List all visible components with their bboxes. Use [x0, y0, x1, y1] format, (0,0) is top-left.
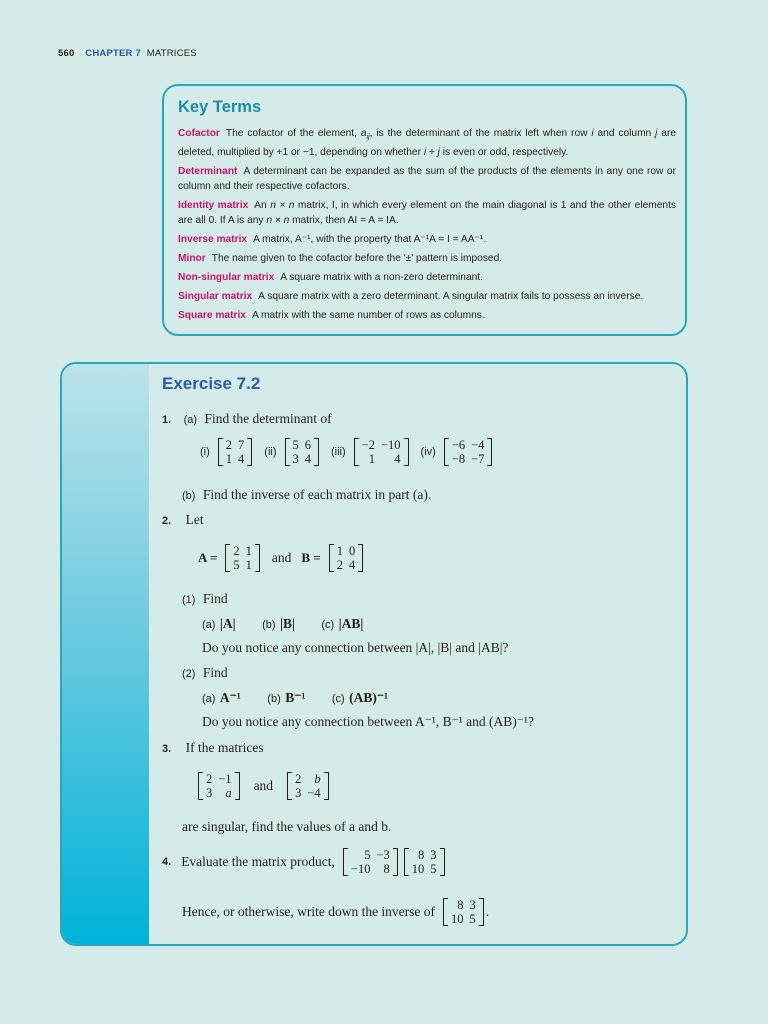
matrix-cell: −10: [380, 438, 401, 452]
question-text: If the matrices: [185, 740, 264, 755]
matrix-cell: 0: [348, 544, 356, 558]
matrix-cell: −7: [471, 452, 485, 466]
matrix-cell: 5: [364, 848, 371, 862]
matrix-q1-1: [218, 438, 253, 466]
key-term-cofactor: [178, 126, 676, 160]
part-label: (a): [183, 414, 198, 426]
bracket-right: [314, 438, 319, 466]
matrix-cell: 4: [304, 452, 311, 466]
term-def-var: n × n: [270, 200, 295, 212]
bracket-right: [393, 848, 398, 876]
question-2: [162, 511, 204, 529]
key-terms-box: [162, 84, 687, 336]
question-number: 1.: [162, 414, 172, 426]
matrix-label: (iv): [420, 446, 436, 458]
key-term-singular: [178, 289, 676, 304]
question-1b: [182, 486, 431, 504]
matrix-cell: −4: [307, 786, 321, 800]
bracket-right: [358, 544, 363, 572]
matrix-cell: 7: [238, 438, 245, 452]
part-label: (2): [182, 668, 196, 680]
term-def: A square matrix with a zero determinant. A singular matrix fails to possess an inverse.: [258, 291, 644, 303]
matrix-cell: 3: [469, 898, 476, 912]
term-def: matrix, I, in which every element on the main diagonal is 1 and the other elements are all 0. If A is any: [178, 200, 676, 227]
key-term-identity: [178, 198, 676, 228]
matrix-cell: 10: [451, 912, 464, 926]
and-text: and: [253, 778, 274, 793]
term-label: Identity matrix: [178, 200, 249, 212]
term-label: Determinant: [178, 166, 238, 178]
matrix-q1-4: [444, 438, 493, 466]
sub-label: (b): [267, 693, 281, 705]
matrix-cell: a: [225, 786, 232, 800]
matrix-q1-3: [354, 438, 409, 466]
term-def: A square matrix with a non-zero determinant.: [280, 272, 483, 284]
matrix-cell: 1: [336, 544, 343, 558]
sub-label: (b): [262, 619, 276, 631]
matrix-body: [223, 438, 248, 466]
question-text: Do you notice any connection between A⁻¹, B⁻¹ and (AB)⁻¹?: [202, 714, 534, 729]
matrix-cell: 2: [225, 438, 233, 452]
matrix-label: (ii): [264, 446, 277, 458]
matrix-cell: 10: [411, 862, 425, 876]
matrix-cell: 1: [245, 544, 252, 558]
matrix-cell: 5: [469, 912, 476, 926]
key-term-nonsingular: [178, 270, 676, 285]
matrix-B-label: B =: [301, 550, 321, 565]
term-def: and column: [593, 128, 656, 139]
matrix-q4-2: [404, 848, 445, 876]
matrix-cell: 5: [292, 438, 299, 452]
matrix-cell: 2: [206, 772, 213, 786]
matrix-body: [292, 772, 324, 800]
question-4-hence: [182, 898, 489, 926]
matrix-body: [230, 544, 255, 572]
matrix-body: [290, 438, 315, 466]
matrix-A-label: A =: [198, 550, 218, 565]
question-text: are singular, find the values of a and b.: [182, 819, 392, 834]
matrix-cell: −6: [451, 438, 466, 452]
term-def: matrix, then AI = A = IA.: [289, 215, 399, 227]
matrix-cell: 4: [394, 452, 401, 466]
term-def: An: [254, 200, 271, 212]
q3-matrices: [196, 772, 331, 800]
matrix-cell: 3: [206, 786, 213, 800]
question-text: Find: [202, 665, 228, 680]
matrix-cell: 8: [457, 898, 464, 912]
q2-part1-items: [202, 615, 363, 633]
matrix-cell: 4: [238, 452, 245, 466]
matrix-cell: 2: [233, 544, 240, 558]
expr: |AB|: [338, 616, 364, 631]
matrix-cell: 1: [368, 452, 375, 466]
matrix-cell: 3: [292, 452, 299, 466]
running-head: [58, 48, 197, 59]
expr: B⁻¹: [285, 690, 306, 705]
term-label: Singular matrix: [178, 291, 253, 303]
question-1: [162, 410, 332, 428]
question-number: 4.: [162, 856, 172, 868]
matrix-cell: 1: [245, 558, 252, 572]
key-term-determinant: [178, 164, 676, 194]
matrix-cell: 6: [304, 438, 311, 452]
matrix-cell: −2: [361, 438, 375, 452]
part-label: (b): [182, 490, 196, 502]
term-def: A matrix with the same number of rows as columns.: [251, 310, 485, 322]
term-label: Minor: [178, 253, 206, 265]
expr: A⁻¹: [219, 690, 241, 705]
matrix-cell: 5: [430, 862, 437, 876]
term-def-sub: ij: [366, 134, 370, 142]
term-def: The cofactor of the element,: [225, 128, 361, 139]
sub-label: (a): [202, 619, 216, 631]
term-def: A determinant can be expanded as the sum of the products of the elements in any one row or column and their respective cofactors.: [178, 166, 676, 193]
question-text: Let: [185, 512, 204, 527]
matrix-cell: 8: [383, 862, 390, 876]
term-def: is even or odd, respectively.: [439, 147, 569, 159]
q2-part2: [182, 664, 228, 682]
term-label: Square matrix: [178, 310, 246, 322]
term-def-var: j: [655, 128, 658, 139]
bracket-right: [324, 772, 329, 800]
expr: |A|: [219, 616, 236, 631]
question-text: Find: [202, 591, 228, 606]
matrix-q4-1: [343, 848, 398, 876]
bracket-right: [487, 438, 492, 466]
matrix-cell: 3: [295, 786, 302, 800]
matrix-B: [329, 544, 364, 572]
term-def-var: n × n: [266, 215, 290, 227]
exercise-side-strip: [62, 364, 149, 944]
matrix-label: (i): [200, 446, 210, 458]
chapter-label: CHAPTER 7: [85, 48, 141, 59]
matrix-q3-1: [198, 772, 240, 800]
bracket-right: [479, 898, 484, 926]
question-4: [162, 848, 447, 876]
term-def-var: a: [360, 128, 367, 139]
matrix-cell: −10: [350, 862, 371, 876]
and-text: and: [271, 550, 292, 565]
question-number: 2.: [162, 515, 172, 527]
bracket-right: [247, 438, 252, 466]
key-term-minor: [178, 251, 676, 266]
bracket-right: [255, 544, 260, 572]
question-text: Evaluate the matrix product,: [181, 854, 335, 869]
question-text: Do you notice any connection between |A|, |B| and |AB|?: [202, 640, 509, 655]
matrix-body: [334, 544, 359, 572]
sub-label: (c): [321, 619, 335, 631]
key-term-inverse: [178, 232, 676, 247]
matrix-cell: −1: [218, 772, 232, 786]
expr: (AB)⁻¹: [349, 690, 389, 705]
q2-part1: [182, 590, 228, 608]
matrix-cell: −8: [451, 452, 466, 466]
term-def-var: i + j: [423, 147, 440, 159]
question-3: [162, 739, 264, 757]
term-label: Inverse matrix: [178, 234, 248, 246]
q2-matrices: [198, 544, 365, 572]
q1-matrices: [200, 438, 494, 466]
term-def-var: i: [591, 128, 594, 139]
matrix-cell: 2: [336, 558, 343, 572]
bracket-right: [440, 848, 445, 876]
expr: |B|: [279, 616, 295, 631]
matrix-cell: 2: [295, 772, 302, 786]
page-number: 560: [58, 48, 75, 59]
matrix-A: [225, 544, 260, 572]
matrix-q1-2: [285, 438, 320, 466]
matrix-cell: 3: [430, 848, 437, 862]
term-label: Non-singular matrix: [178, 272, 275, 284]
matrix-body: [449, 438, 488, 466]
term-def: , is the determinant of the matrix left when row: [369, 128, 592, 139]
bracket-right: [404, 438, 409, 466]
section-label: MATRICES: [146, 48, 197, 59]
q2-part2-items: [202, 689, 388, 707]
term-label: Cofactor: [178, 128, 220, 139]
term-def: The name given to the cofactor before the '±' pattern is imposed.: [211, 253, 503, 265]
key-terms-list: [178, 126, 676, 327]
sub-label: (a): [202, 693, 216, 705]
term-def: A matrix, A⁻¹, with the property that A⁻¹A = I = AA⁻¹.: [253, 234, 487, 246]
matrix-body: [409, 848, 440, 876]
matrix-cell: 5: [233, 558, 240, 572]
exercise-box: [60, 362, 688, 946]
matrix-cell: −3: [376, 848, 390, 862]
question-text: Find the inverse of each matrix in part (a).: [202, 487, 432, 502]
matrix-body: [359, 438, 404, 466]
question-number: 3.: [162, 743, 172, 755]
matrix-q3-2: [287, 772, 329, 800]
matrix-body: [448, 898, 479, 926]
period: .: [485, 904, 490, 919]
question-text: Find the determinant of: [204, 411, 332, 426]
sub-label: (c): [331, 693, 345, 705]
matrix-cell: 8: [418, 848, 425, 862]
key-term-square: [178, 308, 676, 323]
exercise-title: Exercise 7.2: [162, 374, 261, 393]
term-def: are deleted, multiplied by +1 or −1, depending on whether: [178, 128, 676, 159]
matrix-cell: 1: [225, 452, 233, 466]
part-label: (1): [182, 594, 196, 606]
matrix-body: [348, 848, 393, 876]
bracket-right: [235, 772, 240, 800]
matrix-q4-3: [443, 898, 484, 926]
matrix-label: (iii): [331, 446, 346, 458]
key-terms-title: Key Terms: [178, 98, 262, 116]
matrix-cell: 4: [348, 558, 356, 572]
matrix-cell: b: [314, 772, 321, 786]
matrix-body: [203, 772, 235, 800]
question-text: Hence, or otherwise, write down the inverse of: [182, 904, 436, 919]
matrix-cell: −4: [471, 438, 485, 452]
